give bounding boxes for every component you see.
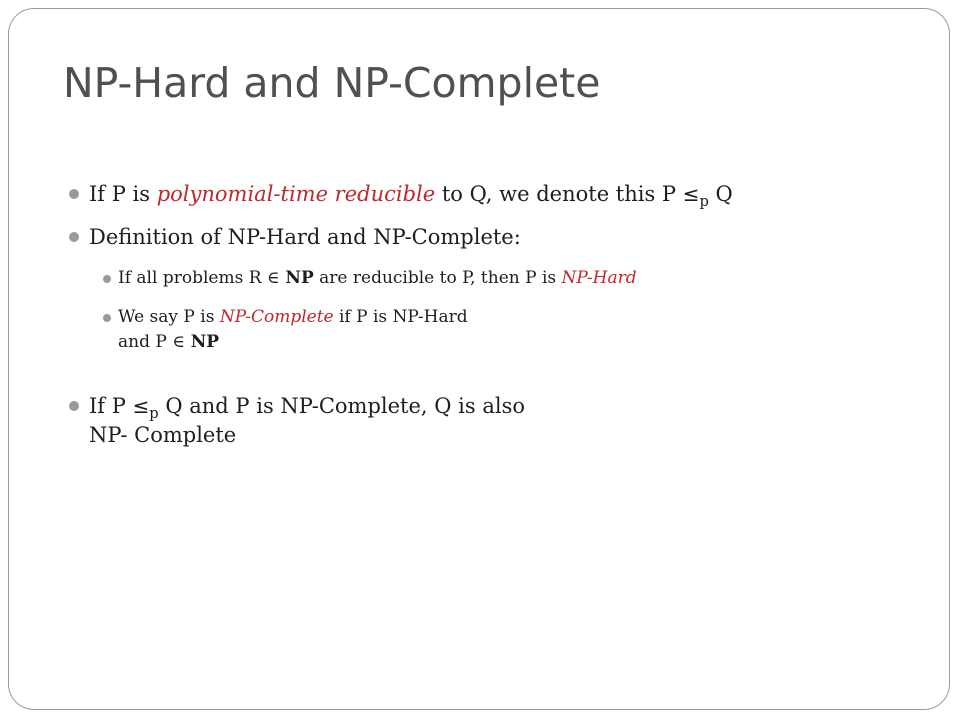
slide-frame: [8, 8, 950, 710]
text-segment: to Q, we denote this P: [435, 182, 683, 206]
bullet-polynomial-reduction: [89, 180, 733, 211]
emphasis-np-hard: NP-Hard: [561, 268, 637, 288]
bullet-dot: [69, 401, 79, 411]
np-class-label: NP: [279, 268, 314, 288]
subscript-p: p: [149, 405, 159, 423]
emphasis-polynomial-time-reducible: polynomial-time reducible: [156, 182, 436, 206]
emphasis-np-complete: NP-Complete: [219, 307, 334, 327]
element-of-symbol: ∈: [172, 332, 185, 352]
text-segment: If all problems R: [118, 268, 267, 288]
sub-bullet-dot: [103, 275, 111, 283]
bullet-np-complete-transfer-line2: NP- Complete: [89, 423, 237, 447]
less-equal-symbol: ≤: [132, 394, 150, 418]
text-segment: We say P is: [118, 307, 220, 327]
bullet-dot: [69, 232, 79, 242]
less-equal-symbol: ≤: [682, 182, 700, 206]
text-segment: If P: [89, 394, 133, 418]
element-of-symbol: ∈: [266, 268, 280, 288]
text-segment: Q and P is NP-Complete, Q is also: [158, 394, 525, 418]
sub-bullet-np-complete: [118, 305, 468, 330]
sub-bullet-np-complete-line2: [118, 330, 219, 355]
bullet-np-complete-transfer: [89, 392, 525, 423]
text-segment: and P: [118, 332, 173, 352]
text-segment: Q: [708, 182, 733, 206]
text-segment: if P is NP-Hard: [333, 307, 468, 327]
text-segment: If P is: [89, 182, 157, 206]
subscript-p: p: [699, 193, 709, 211]
np-class-label: NP: [184, 332, 220, 352]
slide-title: NP-Hard and NP-Complete: [63, 59, 601, 107]
text-segment: are reducible to P, then P is: [313, 268, 562, 288]
sub-bullet-dot: [103, 314, 111, 322]
bullet-dot: [69, 189, 79, 199]
bullet-definition: Definition of NP-Hard and NP-Complete:: [89, 225, 521, 249]
sub-bullet-np-hard: [118, 266, 637, 291]
